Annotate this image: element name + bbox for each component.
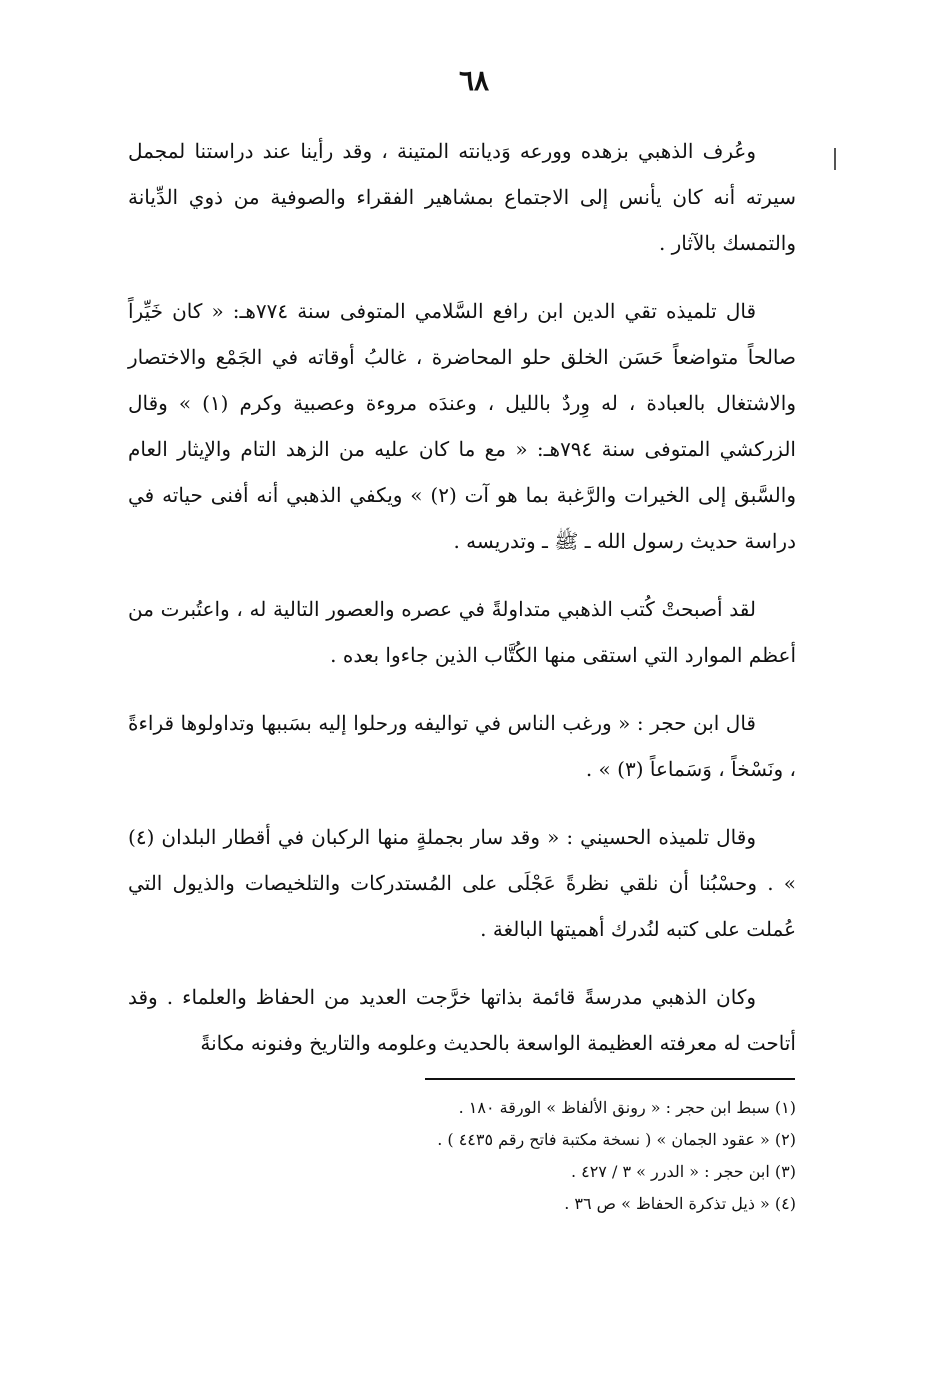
footnote-divider: [425, 1078, 795, 1080]
footnote-1: (١) سبط ابن حجر : « رونق الألفاظ » الورقة ١٨٠ .: [458, 1098, 796, 1117]
paragraph-husaini: وقال تلميذه الحسيني : « وقد سار بجملةٍ منها الركبان في أقطار البلدان (٤) » . وحسْبُنا أن نلقي نظرةً عَجْلَى على المُستدركات والتلخيصات والذيول التي عُملت على كتبه لنُدرك أهميتها البالغة .: [128, 825, 796, 941]
footnote-3: (٣) ابن حجر : « الدرر » ٣ / ٤٢٧ .: [570, 1162, 796, 1181]
paragraph-ibn-hajar: قال ابن حجر : « ورغب الناس في تواليفه ورحلوا إليه بسَببها وتداولوها قراءةً ، ونَسْخاً ، وَسَماعاً (٣) » .: [128, 711, 796, 781]
page-number: ٦٨: [458, 64, 490, 97]
paragraph-books-circulation: لقد أصبحتْ كُتب الذهبي متداولةً في عصره والعصور التالية له ، واعتُبرت من أعظم الموارد التي استقى منها الكُتَّاب الذين جاءوا بعده .: [128, 597, 796, 667]
footnote-2: (٢) « عقود الجمان » ( نسخة مكتبة فاتح رقم ٤٤٣٥ ) .: [437, 1130, 796, 1149]
paragraph-zuhd: وعُرف الذهبي بزهده وورعه وَديانته المتينة ، وقد رأينا عند دراستنا لمجمل سيرته أنه كان يأنس إلى الاجتماع بمشاهير الفقراء والصوفية من ذوي الدِّيانة والتمسك بالآثار .: [128, 139, 796, 255]
paragraph-school: وكان الذهبي مدرسةً قائمة بذاتها خرَّجت العديد من الحفاظ والعلماء . وقد أتاحت له معرفته العظيمة الواسعة بالحديث وعلومه والتاريخ وفنونه مكانةً: [128, 985, 796, 1055]
margin-mark: [834, 148, 836, 170]
body-text: [128, 128, 796, 1088]
footnote-4: (٤) « ذيل تذكرة الحفاظ » ص ٣٦ .: [564, 1194, 796, 1213]
footnotes: [128, 1092, 796, 1220]
paragraph-student-quotes: قال تلميذه تقي الدين ابن رافع السَّلامي المتوفى سنة ٧٧٤هـ: « كان خَيِّراً صالحاً متواضعاً حَسَن الخلق حلو المحاضرة ، غالبُ أوقاته في الجَمْع والاختصار والاشتغال بالعبادة ، له وِردٌ بالليل ، وعندَه مروءة وعصبية وكرم (١) » وقال الزركشي المتوفى سنة ٧٩٤هـ: « مع ما كان عليه من الزهد التام والإيثار العام والسَّبق إلى الخيرات والرَّغبة بما هو آت (٢) » ويكفي الذهبي أنه أفنى حياته في دراسة حديث رسول الله ـ ﷺ ـ وتدريسه .: [128, 299, 796, 553]
